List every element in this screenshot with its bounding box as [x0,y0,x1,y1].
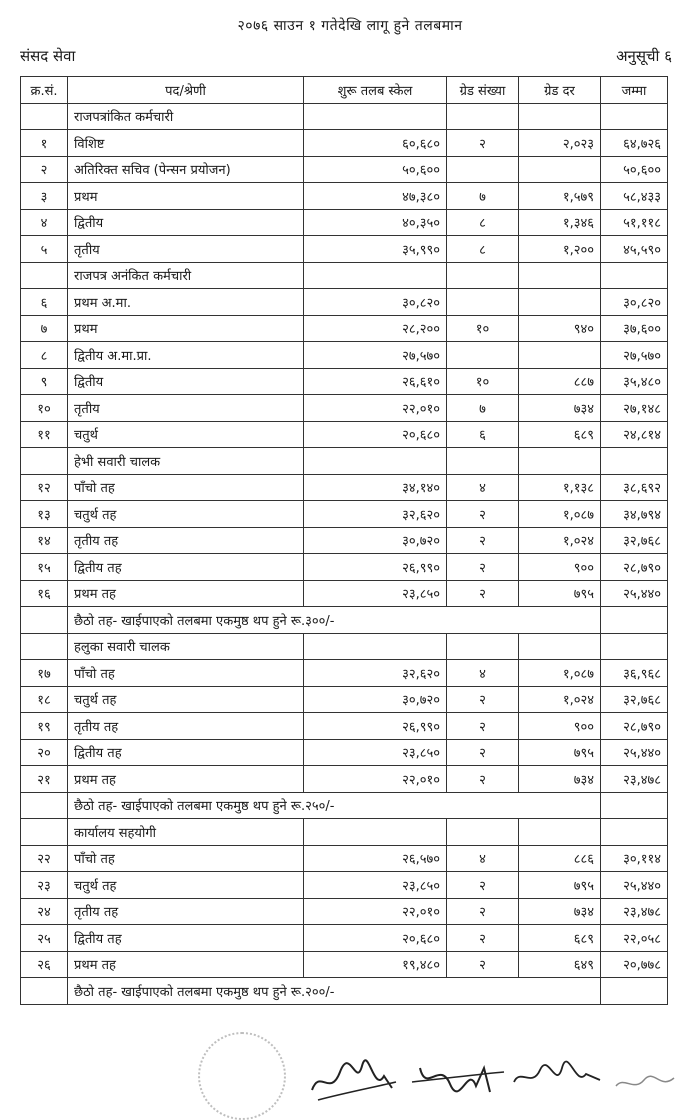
grade-rate-cell [519,156,601,183]
starting-scale-cell: ६०,६८० [304,130,447,157]
grade-rate-cell: ९४० [519,315,601,342]
starting-scale-cell: २३,८५० [304,739,447,766]
post-cell: चतुर्थ तह [68,686,304,713]
serial-cell: २४ [21,898,68,925]
table-row [21,766,668,793]
starting-scale-cell: २७,५७० [304,342,447,369]
section-label: हेभी सवारी चालक [68,448,304,475]
starting-scale-cell: २३,८५० [304,580,447,607]
serial-cell: २ [21,156,68,183]
total-cell: ३०,८२० [601,289,668,316]
post-cell: पाँचो तह [68,660,304,687]
empty-cell [447,633,519,660]
table-row [21,395,668,422]
note-row [21,607,668,634]
total-cell: २८,७९० [601,713,668,740]
grade-count-cell: ६ [447,421,519,448]
total-cell: ३८,६९२ [601,474,668,501]
post-cell: चतुर्थ तह [68,501,304,528]
serial-cell [21,262,68,289]
table-row [21,342,668,369]
table-row [21,368,668,395]
serial-cell: १ [21,130,68,157]
empty-cell [304,448,447,475]
grade-rate-cell: ७९५ [519,739,601,766]
empty-cell [519,448,601,475]
grade-rate-cell: १,०८७ [519,660,601,687]
total-cell: ५१,११८ [601,209,668,236]
table-row [21,501,668,528]
empty-cell [447,103,519,130]
serial-cell: ६ [21,289,68,316]
table-row [21,845,668,872]
post-cell: प्रथम तह [68,951,304,978]
total-cell: ३०,११४ [601,845,668,872]
serial-cell: ५ [21,236,68,263]
serial-cell [21,448,68,475]
empty-cell [601,819,668,846]
total-cell: २४,८१४ [601,421,668,448]
post-cell: चतुर्थ तह [68,872,304,899]
grade-count-cell [447,342,519,369]
post-cell: द्वितीय तह [68,554,304,581]
starting-scale-cell: ३०,८२० [304,289,447,316]
column-header-post: पद/श्रेणी [68,77,304,104]
office-name: संसद सेवा [20,47,76,65]
grade-count-cell: २ [447,554,519,581]
section-row [21,819,668,846]
table-row [21,872,668,899]
note-text: छैठो तह- खाईपाएको तलबमा एकमुष्ठ थप हुने रू.३००/- [68,607,601,634]
table-row [21,209,668,236]
starting-scale-cell: ३२,६२० [304,501,447,528]
post-cell: विशिष्ट [68,130,304,157]
total-cell: २०,७७८ [601,951,668,978]
total-cell: ३७,६०० [601,315,668,342]
serial-cell: १७ [21,660,68,687]
starting-scale-cell: २२,०१० [304,766,447,793]
starting-scale-cell: ३०,७२० [304,527,447,554]
grade-rate-cell: ७३४ [519,395,601,422]
serial-cell: ३ [21,183,68,210]
empty-cell [601,262,668,289]
post-cell: प्रथम [68,183,304,210]
starting-scale-cell: ५०,६०० [304,156,447,183]
empty-cell [519,633,601,660]
empty-cell [601,978,668,1005]
total-cell: २५,४४० [601,580,668,607]
total-cell: ३२,७६८ [601,527,668,554]
table-row [21,580,668,607]
post-cell: द्वितीय तह [68,925,304,952]
grade-count-cell: २ [447,951,519,978]
grade-count-cell: २ [447,130,519,157]
signatures [300,1038,680,1113]
table-row [21,951,668,978]
table-row [21,236,668,263]
serial-cell: १४ [21,527,68,554]
empty-cell [447,448,519,475]
post-cell: तृतीय तह [68,527,304,554]
salary-table [20,76,668,1005]
serial-cell: ११ [21,421,68,448]
grade-count-cell: २ [447,580,519,607]
grade-count-cell: २ [447,872,519,899]
post-cell: अतिरिक्त सचिव (पेन्सन प्रयोजन) [68,156,304,183]
note-row [21,792,668,819]
grade-count-cell: २ [447,925,519,952]
grade-count-cell [447,289,519,316]
grade-rate-cell: ६८९ [519,421,601,448]
empty-cell [601,792,668,819]
total-cell: २८,७९० [601,554,668,581]
empty-cell [519,819,601,846]
total-cell: ५८,४३३ [601,183,668,210]
starting-scale-cell: १९,४८० [304,951,447,978]
empty-cell [304,633,447,660]
table-row [21,898,668,925]
grade-count-cell: २ [447,898,519,925]
serial-cell: १८ [21,686,68,713]
starting-scale-cell: ३५,९९० [304,236,447,263]
post-cell: तृतीय [68,236,304,263]
serial-cell: २१ [21,766,68,793]
empty-cell [519,262,601,289]
column-header-total: जम्मा [601,77,668,104]
note-row [21,978,668,1005]
salary-table-body [21,103,668,1004]
column-header-grade-count: ग्रेड संख्या [447,77,519,104]
serial-cell [21,633,68,660]
table-row [21,421,668,448]
post-cell: द्वितीय अ.मा.प्रा. [68,342,304,369]
table-row [21,554,668,581]
serial-cell: ९ [21,368,68,395]
serial-cell: १० [21,395,68,422]
grade-rate-cell: ६४९ [519,951,601,978]
post-cell: तृतीय [68,395,304,422]
post-cell: प्रथम [68,315,304,342]
post-cell: द्वितीय [68,209,304,236]
serial-cell: १६ [21,580,68,607]
starting-scale-cell: ४७,३८० [304,183,447,210]
starting-scale-cell: २६,६१० [304,368,447,395]
grade-rate-cell [519,342,601,369]
total-cell: ३५,४८० [601,368,668,395]
table-row [21,315,668,342]
serial-cell: ८ [21,342,68,369]
post-cell: तृतीय तह [68,713,304,740]
empty-cell [304,262,447,289]
serial-cell: २० [21,739,68,766]
grade-count-cell [447,156,519,183]
table-row [21,130,668,157]
total-cell: ६४,७२६ [601,130,668,157]
serial-cell: १३ [21,501,68,528]
column-header-grade-rate: ग्रेड दर [519,77,601,104]
empty-cell [304,819,447,846]
serial-cell: १५ [21,554,68,581]
total-cell: २७,५७० [601,342,668,369]
starting-scale-cell: २२,०१० [304,898,447,925]
starting-scale-cell: २८,२०० [304,315,447,342]
grade-rate-cell: १,०२४ [519,686,601,713]
grade-count-cell: ४ [447,660,519,687]
starting-scale-cell: ३०,७२० [304,686,447,713]
grade-count-cell: १० [447,315,519,342]
post-cell: पाँचो तह [68,845,304,872]
table-row [21,713,668,740]
grade-rate-cell: ९०० [519,554,601,581]
starting-scale-cell: ३४,१४० [304,474,447,501]
grade-rate-cell: १,१३८ [519,474,601,501]
total-cell: ३२,७६८ [601,686,668,713]
total-cell: ३४,७९४ [601,501,668,528]
serial-cell [21,792,68,819]
grade-rate-cell: १,०८७ [519,501,601,528]
table-row [21,925,668,952]
empty-cell [601,103,668,130]
serial-cell [21,607,68,634]
grade-count-cell: ८ [447,236,519,263]
grade-count-cell: १० [447,368,519,395]
section-row [21,448,668,475]
post-cell: प्रथम तह [68,580,304,607]
total-cell: ४५,५९० [601,236,668,263]
starting-scale-cell: २६,५७० [304,845,447,872]
serial-cell: ४ [21,209,68,236]
grade-rate-cell: ९०० [519,713,601,740]
table-row [21,289,668,316]
serial-cell: २२ [21,845,68,872]
empty-cell [304,103,447,130]
table-row [21,474,668,501]
serial-cell: १२ [21,474,68,501]
note-text: छैठो तह- खाईपाएको तलबमा एकमुष्ठ थप हुने रू.२५०/- [68,792,601,819]
grade-rate-cell: २,०२३ [519,130,601,157]
serial-cell: २६ [21,951,68,978]
page-title: २०७६ साउन १ गतेदेखि लागू हुने तलबमान [237,18,463,34]
column-header-starting-scale: शुरू तलब स्केल [304,77,447,104]
grade-rate-cell: ८८७ [519,368,601,395]
grade-rate-cell [519,289,601,316]
note-text: छैठो तह- खाईपाएको तलबमा एकमुष्ठ थप हुने रू.२००/- [68,978,601,1005]
table-row [21,739,668,766]
total-cell: २२,०५८ [601,925,668,952]
empty-cell [447,262,519,289]
total-cell: ५०,६०० [601,156,668,183]
grade-count-cell: ८ [447,209,519,236]
grade-count-cell: २ [447,766,519,793]
grade-count-cell: २ [447,527,519,554]
empty-cell [601,633,668,660]
section-label: कार्यालय सहयोगी [68,819,304,846]
empty-cell [601,607,668,634]
post-cell: तृतीय तह [68,898,304,925]
total-cell: २३,४७८ [601,766,668,793]
total-cell: २५,४४० [601,872,668,899]
grade-count-cell: २ [447,686,519,713]
total-cell: २५,४४० [601,739,668,766]
starting-scale-cell: ३२,६२० [304,660,447,687]
table-header-row [21,77,668,104]
grade-count-cell: २ [447,501,519,528]
section-row [21,633,668,660]
post-cell: प्रथम तह [68,766,304,793]
starting-scale-cell: २०,६८० [304,925,447,952]
grade-rate-cell: ७९५ [519,580,601,607]
serial-cell: २५ [21,925,68,952]
starting-scale-cell: २३,८५० [304,872,447,899]
section-row [21,262,668,289]
post-cell: पाँचो तह [68,474,304,501]
starting-scale-cell: २०,६८० [304,421,447,448]
starting-scale-cell: २६,९९० [304,713,447,740]
table-row [21,660,668,687]
empty-cell [601,448,668,475]
grade-rate-cell: ७३४ [519,898,601,925]
section-row [21,103,668,130]
table-row [21,183,668,210]
column-header-serial: क्र.सं. [21,77,68,104]
serial-cell: १९ [21,713,68,740]
grade-rate-cell: ७३४ [519,766,601,793]
grade-count-cell: ४ [447,845,519,872]
grade-rate-cell: ६८९ [519,925,601,952]
annex-label: अनुसूची ६ [616,47,672,65]
total-cell: २७,१४८ [601,395,668,422]
empty-cell [447,819,519,846]
office-seal [198,1032,286,1120]
table-row [21,686,668,713]
grade-count-cell: २ [447,713,519,740]
section-label: हलुका सवारी चालक [68,633,304,660]
serial-cell: ७ [21,315,68,342]
table-row [21,156,668,183]
post-cell: प्रथम अ.मा. [68,289,304,316]
section-label: राजपत्र अनंकित कर्मचारी [68,262,304,289]
serial-cell [21,978,68,1005]
starting-scale-cell: २२,०१० [304,395,447,422]
post-cell: चतुर्थ [68,421,304,448]
serial-cell [21,103,68,130]
starting-scale-cell: २६,९९० [304,554,447,581]
total-cell: २३,४७८ [601,898,668,925]
grade-rate-cell: १,३४६ [519,209,601,236]
grade-count-cell: ७ [447,183,519,210]
post-cell: द्वितीय तह [68,739,304,766]
grade-rate-cell: १,५७९ [519,183,601,210]
empty-cell [519,103,601,130]
starting-scale-cell: ४०,३५० [304,209,447,236]
grade-rate-cell: १,०२४ [519,527,601,554]
table-row [21,527,668,554]
grade-rate-cell: ७९५ [519,872,601,899]
grade-count-cell: ७ [447,395,519,422]
post-cell: द्वितीय [68,368,304,395]
grade-rate-cell: ८८६ [519,845,601,872]
serial-cell [21,819,68,846]
grade-count-cell: ४ [447,474,519,501]
serial-cell: २३ [21,872,68,899]
grade-count-cell: २ [447,739,519,766]
total-cell: ३६,९६८ [601,660,668,687]
section-label: राजपत्रांकित कर्मचारी [68,103,304,130]
grade-rate-cell: १,२०० [519,236,601,263]
